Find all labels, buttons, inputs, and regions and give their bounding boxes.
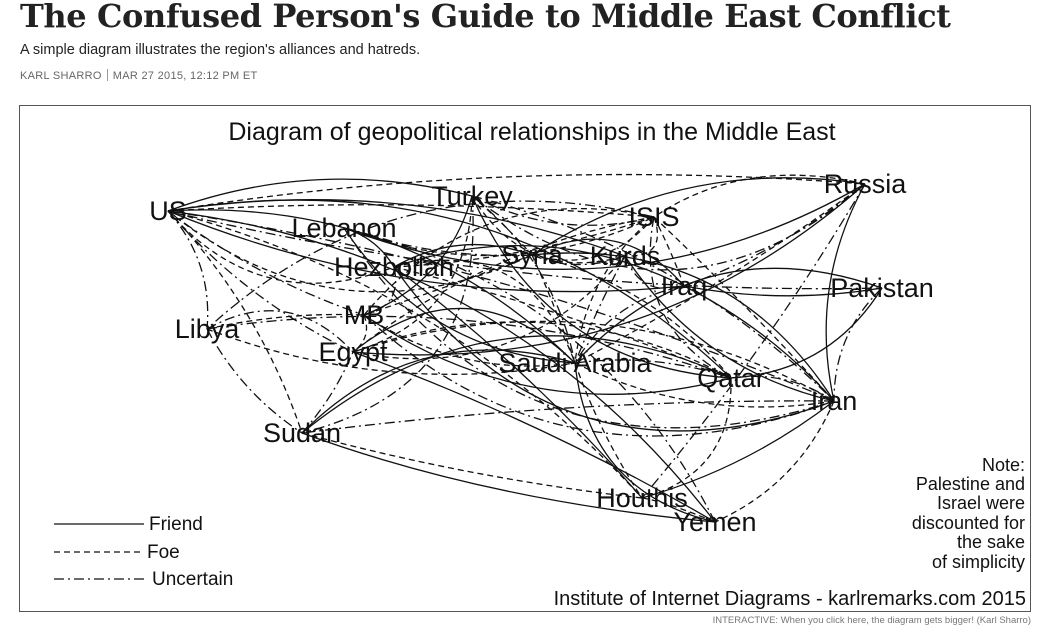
- legend-friend-label: Friend: [149, 514, 203, 535]
- relationship-friend-line: [168, 179, 472, 211]
- relationship-foe-line: [642, 378, 731, 498]
- country-label-iraq: Iraq: [660, 271, 708, 301]
- relationship-uncertain-line: [834, 288, 882, 401]
- note-line: Note:: [981, 455, 1025, 475]
- diagram-title: Diagram of geopolitical relationships in the Middle East: [228, 118, 836, 146]
- byline-divider: [107, 69, 108, 81]
- note-line: of simplicity: [931, 552, 1025, 572]
- country-label-egypt: Egypt: [318, 337, 388, 367]
- country-label-pakistan: Pakistan: [830, 273, 934, 303]
- country-label-houthis: Houthis: [596, 483, 688, 513]
- country-label-mb: MB: [343, 300, 385, 330]
- diagram-credit: Institute of Internet Diagrams - karlremarks.com 2015: [553, 588, 1026, 610]
- relationship-foe-line: [575, 184, 865, 363]
- article-subhead: A simple diagram illustrates the region's alliances and hatreds.: [20, 42, 421, 58]
- relationship-foe-line: [168, 175, 865, 211]
- relationship-diagram: [20, 106, 1030, 611]
- legend-foe-label: Foe: [147, 542, 180, 563]
- country-label-sudan: Sudan: [262, 418, 342, 448]
- relationship-uncertain-line: [168, 211, 208, 329]
- relationship-uncertain-line: [302, 401, 834, 433]
- note-line: Palestine and: [915, 474, 1025, 494]
- country-label-libya: Libya: [174, 314, 240, 344]
- country-label-us: US: [149, 196, 187, 226]
- country-label-lebanon: Lebanon: [291, 213, 397, 243]
- publish-timestamp: MAR 27 2015, 12:12 PM ET: [112, 70, 258, 82]
- country-label-syria: Syria: [501, 240, 563, 270]
- country-label-qatar: Qatar: [697, 363, 765, 393]
- country-label-iran: Iran: [810, 386, 858, 416]
- country-label-hezbollah: Hezbollah: [333, 252, 455, 282]
- country-label-russia: Russia: [823, 169, 907, 199]
- country-label-isis: ISIS: [628, 202, 680, 232]
- note-line: Israel were: [936, 493, 1025, 513]
- country-label-turkey: Turkey: [431, 181, 513, 211]
- byline: [20, 69, 258, 82]
- author-name[interactable]: KARL SHARRO: [20, 70, 102, 82]
- legend: [54, 514, 233, 590]
- relationship-foe-line: [575, 363, 642, 498]
- note-line: discounted for: [911, 513, 1025, 533]
- country-label-kurds: Kurds: [589, 241, 661, 271]
- country-label-yemen: Yemen: [673, 507, 757, 537]
- disclaimer-note: [912, 455, 1025, 572]
- diagram-figure[interactable]: [19, 105, 1031, 612]
- figure-caption: INTERACTIVE: When you click here, the diagram gets bigger! (Karl Sharro): [712, 615, 1031, 626]
- note-line: the sake: [956, 532, 1025, 552]
- country-label-saudi: Saudi Arabia: [498, 348, 652, 378]
- legend-uncertain-label: Uncertain: [152, 569, 234, 590]
- article-headline: The Confused Person's Guide to Middle East Conflict: [20, 0, 951, 35]
